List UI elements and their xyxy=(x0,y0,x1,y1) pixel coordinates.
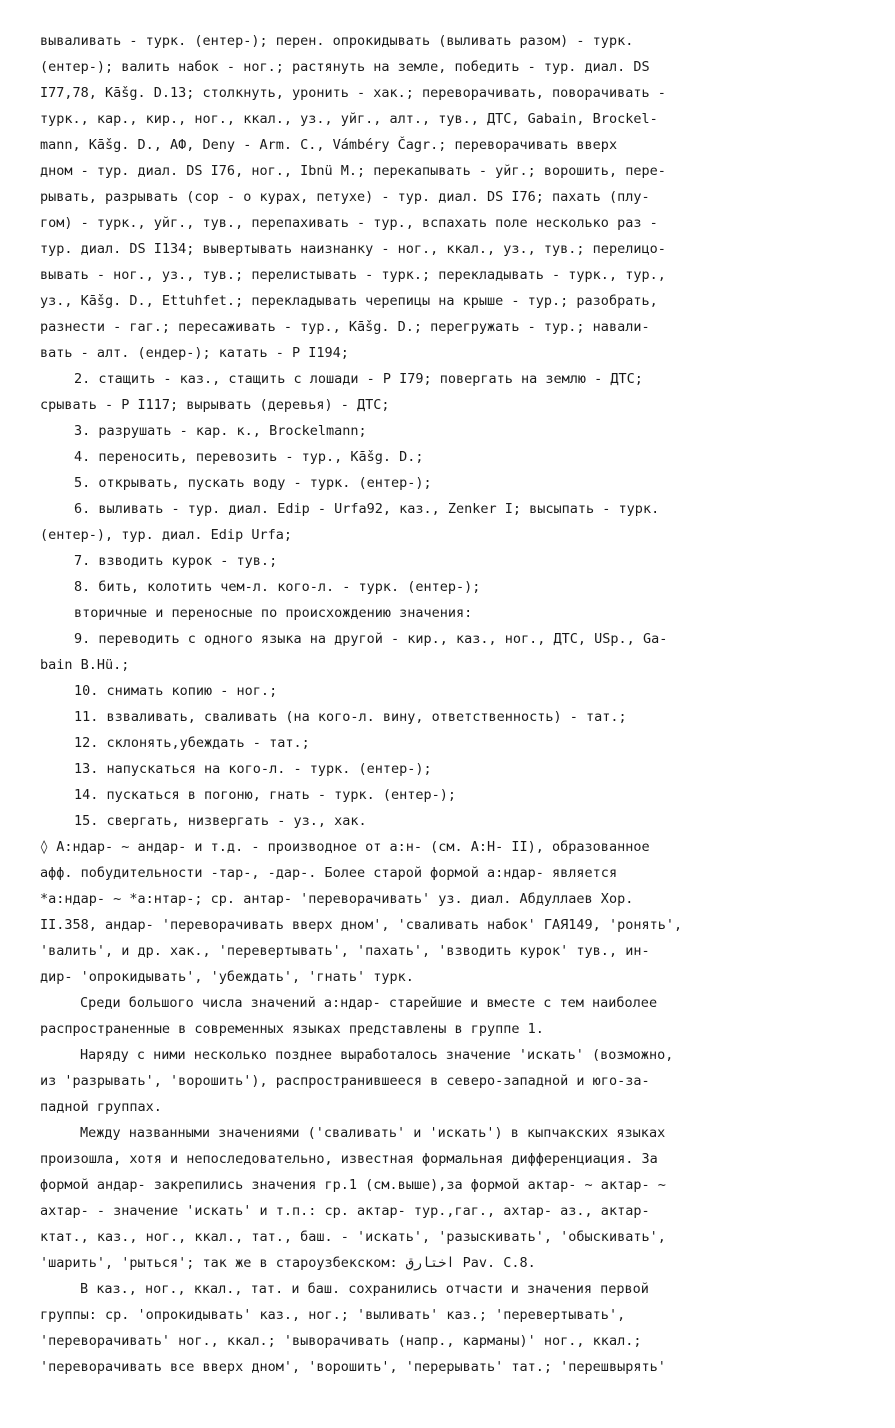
text-line: турк., кар., кир., ног., ккал., уз., уйг., алт., тув., ДТС, Gabain, Brockel- xyxy=(40,111,658,127)
text-line: вывать - ног., уз., тув.; перелистывать - турк.; перекладывать - турк., тур., xyxy=(40,267,666,283)
text-line: произошла, хотя и непоследовательно, известная формальная дифференциация. За xyxy=(40,1151,658,1167)
text-line: формой андар- закрепились значения гр.1 (см.выше),за формой актар- ~ актар- ~ xyxy=(40,1177,666,1193)
paragraph-start: Наряду с ними несколько позднее выработалось значение 'искать' (возможно, xyxy=(80,1047,674,1063)
text-line: вываливать - турк. (ентер-); перен. опрокидывать (выливать разом) - турк. xyxy=(40,33,634,49)
numbered-item: 15. свергать, низвергать - уз., хак. xyxy=(74,813,367,829)
numbered-item: 4. переносить, перевозить - тур., Kāšg. D.; xyxy=(74,449,424,465)
numbered-item: 9. переводить с одного языка на другой - кир., каз., ног., ДТС, USp., Ga- xyxy=(74,631,668,647)
text-line: афф. побудительности -тар-, -дар-. Более старой формой а:ндар- является xyxy=(40,865,618,881)
text-line: дир- 'опрокидывать', 'убеждать', 'гнать' турк. xyxy=(40,969,414,985)
text-line: дном - тур. диал. DS I76, ног., Ibnü M.; перекапывать - уйг.; ворошить, пере- xyxy=(40,163,666,179)
paragraph-start: В каз., ног., ккал., тат. и баш. сохранились отчасти и значения первой xyxy=(80,1281,649,1297)
text-line: гом) - турк., уйг., тув., перепахивать - тур., вспахать поле несколько раз - xyxy=(40,215,658,231)
text-line: (ентер-), тур. диал. Edip Urfa; xyxy=(40,527,292,543)
text-line: ктат., каз., ног., ккал., тат., баш. - 'искать', 'разыскивать', 'обыскивать', xyxy=(40,1229,666,1245)
numbered-item: 11. взваливать, сваливать (на кого-л. вину, ответственность) - тат.; xyxy=(74,709,627,725)
numbered-item: 13. напускаться на кого-л. - турк. (ентер-); xyxy=(74,761,432,777)
numbered-item: 8. бить, колотить чем-л. кого-л. - турк. (ентер-); xyxy=(74,579,481,595)
text-line: разнести - гаг.; пересаживать - тур., Kāšg. D.; перегружать - тур.; навали- xyxy=(40,319,650,335)
paragraph-start: Между названными значениями ('сваливать' и 'искать') в кыпчакских языках xyxy=(80,1125,666,1141)
text-line: распространенные в современных языках представлены в группе 1. xyxy=(40,1021,544,1037)
numbered-item: 12. склонять,убеждать - тат.; xyxy=(74,735,310,751)
text-line: bain B.Hü.; xyxy=(40,657,130,673)
text-line: (ентер-); валить набок - ног.; растянуть на земле, победить - тур. диал. DS xyxy=(40,59,650,75)
text-line: падной группах. xyxy=(40,1099,162,1115)
text-line: рывать, разрывать (сор - о курах, петухе) - тур. диал. DS I76; пахать (плу- xyxy=(40,189,650,205)
text-line: уз., Kāšg. D., Ettuhfet.; перекладывать черепицы на крыше - тур.; разобрать, xyxy=(40,293,658,309)
numbered-item: 7. взводить курок - тув.; xyxy=(74,553,278,569)
text-line: 'переворачивать' ног., ккал.; 'выворачивать (напр., карманы)' ног., ккал.; xyxy=(40,1333,642,1349)
numbered-item: 6. выливать - тур. диал. Edip - Urfa92, каз., Zenker I; высыпать - турк. xyxy=(74,501,660,517)
text-line: II.358, андар- 'переворачивать вверх дном', 'сваливать набок' ГАЯ149, 'ронять', xyxy=(40,917,683,933)
text-line: тур. диал. DS I134; вывертывать наизнанку - ног., ккал., уз., тув.; перелицо- xyxy=(40,241,666,257)
text-block xyxy=(40,28,881,1380)
text-line: 'переворачивать все вверх дном', 'ворошить', 'перерывать' тат.; 'перешвырять' xyxy=(40,1359,666,1375)
text-line: 'шарить', 'рыться'; так же в староузбекском: اختارق Pav. C.8. xyxy=(40,1255,536,1271)
numbered-item: 5. открывать, пускать воду - турк. (ентер-); xyxy=(74,475,432,491)
text-line: 'валить', и др. хак., 'перевертывать', 'пахать', 'взводить курок' тув., ин- xyxy=(40,943,650,959)
text-line: mann, Kāšg. D., АФ, Deny - Arm. C., Vámbéry Čagr.; переворачивать вверх xyxy=(40,137,618,153)
text-line: из 'разрывать', 'ворошить'), распространившееся в северо-западной и юго-за- xyxy=(40,1073,650,1089)
section-note: вторичные и переносные по происхождению значения: xyxy=(74,605,473,621)
numbered-item: 2. стащить - каз., стащить с лошади - Р I79; повергать на землю - ДТС; xyxy=(74,371,643,387)
text-line: группы: ср. 'опрокидывать' каз., ног.; 'выливать' каз.; 'перевертывать', xyxy=(40,1307,626,1323)
paragraph-start: Среди большого числа значений а:ндар- старейшие и вместе с тем наиболее xyxy=(80,995,658,1011)
text-line: вать - алт. (ендер-); катать - Р I194; xyxy=(40,345,349,361)
etymology-line: ◊ А:ндар- ~ андар- и т.д. - производное от а:н- (см. А:Н- II), образованное xyxy=(40,839,650,855)
text-line: I77,78, Kāšg. D.13; столкнуть, уронить - хак.; переворачивать, поворачивать - xyxy=(40,85,666,101)
text-line: *а:ндар- ~ *а:нтар-; ср. антар- 'переворачивать' уз. диал. Абдуллаев Хор. xyxy=(40,891,634,907)
numbered-item: 10. снимать копию - ног.; xyxy=(74,683,278,699)
text-line: срывать - Р I117; вырывать (деревья) - ДТС; xyxy=(40,397,390,413)
text-line: ахтар- - значение 'искать' и т.п.: ср. актар- тур.,гаг., ахтар- аз., актар- xyxy=(40,1203,650,1219)
numbered-item: 3. разрушать - кар. к., Brockelmann; xyxy=(74,423,367,439)
numbered-item: 14. пускаться в погоню, гнать - турк. (ентер-); xyxy=(74,787,457,803)
